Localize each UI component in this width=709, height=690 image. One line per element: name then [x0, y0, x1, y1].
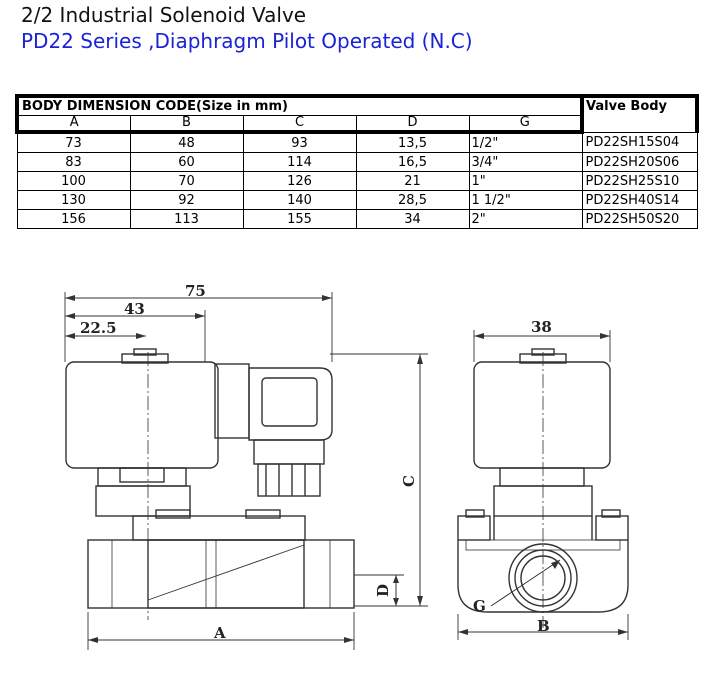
table-row — [17, 153, 697, 172]
cell-d: 13,5 — [356, 132, 469, 153]
cell-valve-body: PD22SH40S14 — [582, 191, 697, 210]
valve-technical-drawing — [0, 250, 709, 690]
column-header-d: D — [356, 116, 469, 133]
cell-b: 113 — [130, 210, 243, 229]
cell-b: 70 — [130, 172, 243, 191]
cell-a: 83 — [17, 153, 130, 172]
cell-a: 73 — [17, 132, 130, 153]
cell-d: 34 — [356, 210, 469, 229]
cell-valve-body: PD22SH50S20 — [582, 210, 697, 229]
cell-valve-body: PD22SH20S06 — [582, 153, 697, 172]
cell-g: 1/2" — [469, 132, 582, 153]
column-header-b: B — [130, 116, 243, 133]
cell-c: 93 — [243, 132, 356, 153]
dim-d-label: D — [374, 583, 392, 597]
page-title: 2/2 Industrial Solenoid Valve — [21, 3, 307, 27]
table-row — [17, 172, 697, 191]
cell-c: 126 — [243, 172, 356, 191]
cell-g: 1" — [469, 172, 582, 191]
cell-c: 114 — [243, 153, 356, 172]
column-header-a: A — [17, 116, 130, 133]
cell-d: 28,5 — [356, 191, 469, 210]
valve-body-header: Valve Body — [582, 96, 697, 132]
table-row — [17, 132, 697, 153]
dim-38-label: 38 — [531, 318, 552, 336]
cell-b: 92 — [130, 191, 243, 210]
dim-g-label: G — [473, 597, 486, 615]
cell-b: 48 — [130, 132, 243, 153]
body-dimension-header: BODY DIMENSION CODE(Size in mm) — [17, 96, 582, 116]
cell-a: 100 — [17, 172, 130, 191]
dim-a-label: A — [214, 624, 226, 642]
dim-43-label: 43 — [124, 300, 145, 318]
cell-valve-body: PD22SH15S04 — [582, 132, 697, 153]
cell-d: 16,5 — [356, 153, 469, 172]
dim-b-label: B — [537, 617, 550, 635]
cell-b: 60 — [130, 153, 243, 172]
side-view — [458, 330, 628, 640]
column-header-g: G — [469, 116, 582, 133]
cell-c: 155 — [243, 210, 356, 229]
page-subtitle: PD22 Series ,Diaphragm Pilot Operated (N.C) — [21, 29, 473, 53]
cell-g: 2" — [469, 210, 582, 229]
cell-a: 130 — [17, 191, 130, 210]
cell-c: 140 — [243, 191, 356, 210]
column-header-c: C — [243, 116, 356, 133]
table-row — [17, 191, 697, 210]
cell-a: 156 — [17, 210, 130, 229]
cell-g: 3/4" — [469, 153, 582, 172]
dim-75-label: 75 — [185, 282, 206, 300]
cell-g: 1 1/2" — [469, 191, 582, 210]
dim-22-5-label: 22.5 — [80, 319, 117, 337]
cell-d: 21 — [356, 172, 469, 191]
cell-valve-body: PD22SH25S10 — [582, 172, 697, 191]
table-row — [17, 210, 697, 229]
dimension-table — [15, 94, 699, 229]
dim-c-label: C — [400, 475, 418, 487]
